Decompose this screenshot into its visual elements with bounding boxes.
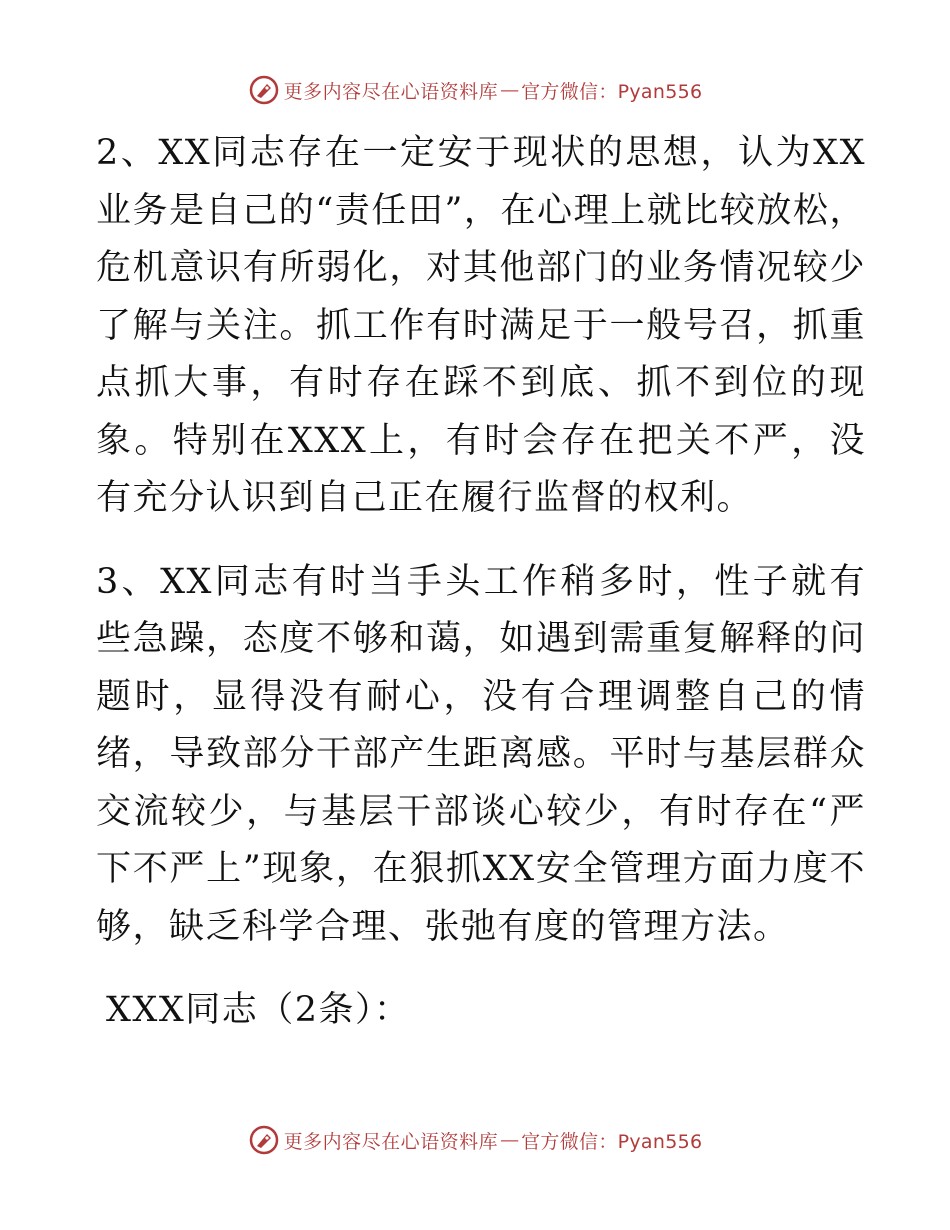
watermark-text: 更多内容尽在心语资料库 [283,80,499,103]
paragraph-item-3: 3、XX同志有时当手头工作稍多时，性子就有些急躁，态度不够和蔼，如遇到需重复解释的问题时，显得没有耐心，没有合理调整自己的情绪，导致部分干部产生距离感。平时与基层群众交流较少，与基层干部谈心较少，有时存在“严下不严上”现象，在狠抓XX安全管理方面力度不够，缺乏科学合理、张弛有度的管理方法。 [96,561,866,947]
pen-nib-logo-icon [248,1124,280,1156]
paragraph-item-2: 2、XX同志存在一定安于现状的思想，认为XX业务是自己的“责任田”，在心理上就比较放松，危机意识有所弱化，对其他部门的业务情况较少了解与关注。抓工作有时满足于一般号召，抓重点抓大事，有时存在踩不到底、抓不到位的现象。特别在XXX上，有时会存在把关不严，没有充分认识到自己正在履行监督的权利。 [96,133,866,518]
document-body [96,125,866,1040]
watermark-dash: — [500,79,520,101]
section-heading: XXX同志（2条）： [106,990,411,1030]
watermark-text: 更多内容尽在心语资料库 [283,1130,499,1153]
pen-nib-logo-icon [248,74,280,106]
watermark-dash: — [500,1129,520,1151]
watermark-bottom [0,1120,950,1160]
watermark-top [0,70,950,110]
watermark-wechat: 官方微信：Pyan556 [521,80,703,103]
watermark-wechat: 官方微信：Pyan556 [521,1130,703,1153]
